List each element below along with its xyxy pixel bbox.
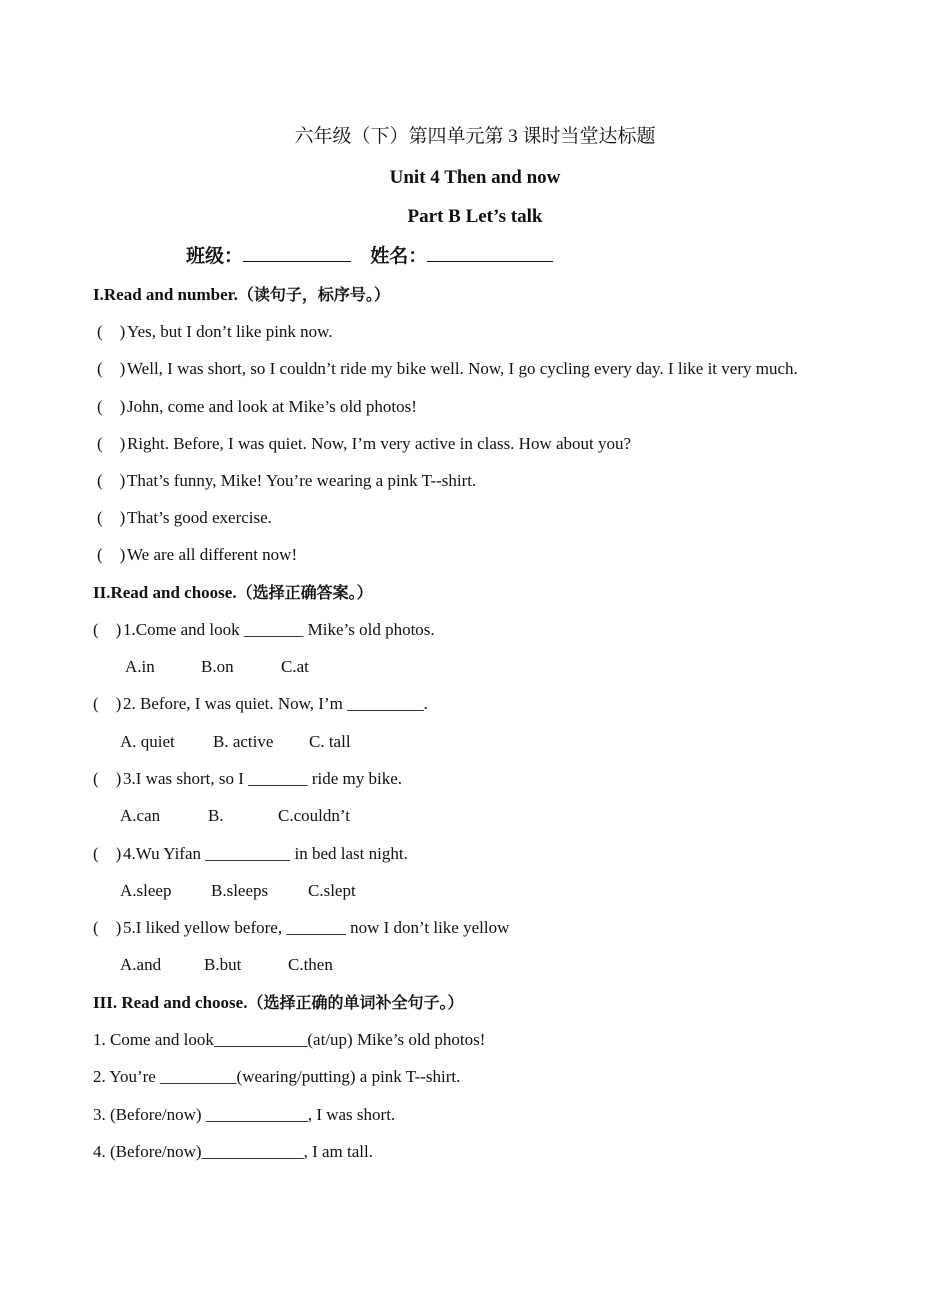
list-item: 4. (Before/now)____________, I am tall. xyxy=(93,1142,373,1161)
option-a: A.can xyxy=(120,806,161,825)
section1-heading-en: I.Read and number. xyxy=(93,285,238,304)
question: ( )1.Come and look _______ Mike’s old photos. xyxy=(93,620,435,639)
list-item: ( )That’s funny, Mike! You’re wearing a pink T--shirt. xyxy=(97,471,477,490)
options-row xyxy=(120,805,350,827)
option-a: A. quiet xyxy=(120,732,175,751)
option-a: A.in xyxy=(125,657,155,676)
list-item: 2. You’re _________(wearing/putting) a pink T--shirt. xyxy=(93,1067,461,1086)
question-text: 2. Before, I was quiet. Now, I’m _________. xyxy=(123,694,428,713)
question: ( )2. Before, I was quiet. Now, I’m _________. xyxy=(93,694,428,713)
section2-heading-cn: （选择正确答案。） xyxy=(236,583,373,602)
item-text: That’s good exercise. xyxy=(127,508,272,527)
option-b: B. xyxy=(208,806,224,825)
name-bar xyxy=(186,243,553,267)
question: ( )5.I liked yellow before, _______ now I don’t like yellow xyxy=(93,918,510,937)
question: ( )4.Wu Yifan __________ in bed last night. xyxy=(93,844,408,863)
section2-heading-en: II.Read and choose. xyxy=(93,583,237,602)
item-text: That’s funny, Mike! You’re wearing a pink T--shirt. xyxy=(127,471,477,490)
option-b: B.sleeps xyxy=(211,881,269,900)
option-c: C.at xyxy=(281,657,309,676)
list-item: ( )John, come and look at Mike’s old photos! xyxy=(97,397,417,416)
list-item: 3. (Before/now) ____________, I was short. xyxy=(93,1105,396,1124)
list-item: ( )That’s good exercise. xyxy=(97,508,272,527)
section3-heading-cn: （选择正确的单词补全句子。） xyxy=(247,993,464,1012)
section1-heading-cn: （读句子，标序号。） xyxy=(237,285,390,304)
question-text: 1.Come and look _______ Mike’s old photos. xyxy=(123,620,435,639)
option-c: C. tall xyxy=(309,732,351,751)
list-item: ( )Yes, but I don’t like pink now. xyxy=(97,322,333,341)
question-text: 3.I was short, so I _______ ride my bike. xyxy=(123,769,403,788)
item-text: Well, I was short, so I couldn’t ride my bike well. Now, I go cycling every day. I like it very much. xyxy=(127,359,798,378)
question-text: 5.I liked yellow before, _______ now I don’t like yellow xyxy=(123,918,510,937)
list-item: ( )Right. Before, I was quiet. Now, I’m very active in class. How about you? xyxy=(97,434,632,453)
options-row xyxy=(120,880,356,902)
section1-heading xyxy=(93,284,390,306)
option-c: C.couldn’t xyxy=(278,806,350,825)
option-a: A.sleep xyxy=(120,881,172,900)
name-blank[interactable] xyxy=(427,243,553,262)
part-title: Part B Let’s talk xyxy=(407,206,543,227)
options-row xyxy=(120,954,333,976)
unit-title: Unit 4 Then and now xyxy=(389,167,561,188)
option-c: C.slept xyxy=(308,881,356,900)
section2-heading xyxy=(93,582,373,604)
options-row xyxy=(120,731,351,753)
item-text: John, come and look at Mike’s old photos! xyxy=(127,397,417,416)
list-item: 1. Come and look___________(at/up) Mike’s old photos! xyxy=(93,1030,486,1049)
item-text: Right. Before, I was quiet. Now, I’m very active in class. How about you? xyxy=(127,434,632,453)
class-label: 班级： xyxy=(186,245,244,267)
option-b: B.but xyxy=(204,955,242,974)
item-text: Yes, but I don’t like pink now. xyxy=(127,322,333,341)
section3-heading xyxy=(93,992,463,1014)
option-c: C.then xyxy=(288,955,333,974)
list-item: ( )We are all different now! xyxy=(97,545,298,564)
option-b: B. active xyxy=(213,732,274,751)
section3-heading-en: III. Read and choose. xyxy=(93,993,248,1012)
question-text: 4.Wu Yifan __________ in bed last night. xyxy=(123,844,408,863)
worksheet-title: 六年级（下）第四单元第 3 课时当堂达标题 xyxy=(294,126,656,147)
options-row xyxy=(125,656,309,678)
name-label: 姓名： xyxy=(370,245,428,267)
list-item: ( )Well, I was short, so I couldn’t ride my bike well. Now, I go cycling every day. I like it very much. xyxy=(97,359,798,378)
item-text: We are all different now! xyxy=(127,545,298,564)
option-a: A.and xyxy=(120,955,162,974)
question: ( )3.I was short, so I _______ ride my bike. xyxy=(93,769,403,788)
class-blank[interactable] xyxy=(243,243,351,262)
option-b: B.on xyxy=(201,657,234,676)
